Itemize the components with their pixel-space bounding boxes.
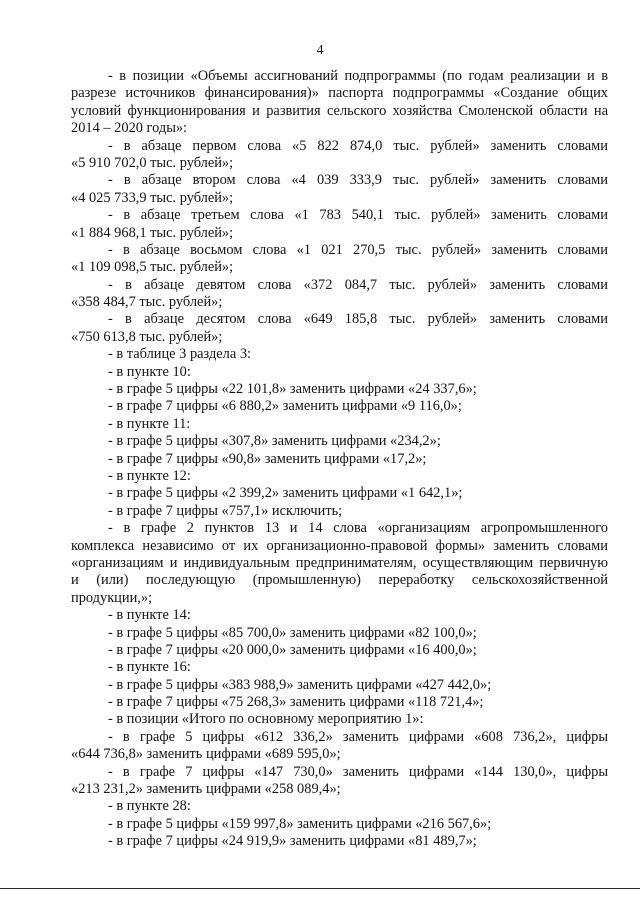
text-line: - в пункте 16: <box>108 659 191 676</box>
page-bottom-rule <box>0 888 640 889</box>
text-line: - в позиции «Объемы ассигнований подпрограммы (по годам реализации и в <box>108 68 608 84</box>
text-line: - в графе 7 цифры «757,1» исключить; <box>108 502 343 519</box>
text-line: - в абзаце третьем слова «1 783 540,1 тыс. рублей» заменить словами <box>108 207 608 224</box>
text-line: - в абзаце первом слова «5 822 874,0 тыс. рублей» заменить словами <box>108 137 608 154</box>
text-line: - в пункте 11: <box>108 415 191 432</box>
text-line: - в графе 7 цифры «24 919,9» заменить цифрами «81 489,7»; <box>108 833 477 850</box>
text-line: - в пункте 10: <box>108 363 191 380</box>
text-line: - в абзаце восьмом слова «1 021 270,5 тыс. рублей» заменить словами <box>108 241 608 258</box>
text-line: «организациям и индивидуальным предпринимателям, осуществляющим первичную <box>71 554 608 571</box>
text-line: «750 613,8 тыс. рублей»; <box>71 328 223 345</box>
text-line: - в абзаце десятом слова «649 185,8 тыс. рублей» заменить словами <box>108 311 608 328</box>
text-line: - в пункте 28: <box>108 798 191 815</box>
text-line: 2014 – 2020 годы»: <box>71 120 188 137</box>
text-line: «644 736,8» заменить цифрами «689 595,0»; <box>71 746 341 763</box>
text-line: - в таблице 3 раздела 3: <box>108 346 252 363</box>
text-line: «213 231,2» заменить цифрами «258 089,4»; <box>71 781 341 798</box>
text-line: условий функционирования и развития сельского хозяйства Смоленской области на <box>71 102 608 119</box>
text-line: - в абзаце девятом слова «372 084,7 тыс. рублей» заменить словами <box>108 276 608 293</box>
text-line: - в графе 5 цифры «159 997,8» заменить цифрами «216 567,6»; <box>108 815 492 832</box>
text-line: «1 109 098,5 тыс. рублей»; <box>71 259 234 276</box>
text-line: - в графе 5 цифры «22 101,8» заменить цифрами «24 337,6»; <box>108 381 477 398</box>
document-body <box>71 68 608 851</box>
text-line: - в графе 5 цифры «612 336,2» заменить цифрами «608 736,2», цифры <box>108 728 608 745</box>
text-line: - в графе 7 цифры «90,8» заменить цифрами «17,2»; <box>108 450 427 467</box>
text-line: - в графе 7 цифры «20 000,0» заменить цифрами «16 400,0»; <box>108 641 477 658</box>
text-line: продукции,»; <box>71 589 153 606</box>
text-line: - в графе 7 цифры «75 268,3» заменить цифрами «118 721,4»; <box>108 694 484 711</box>
text-line: - в графе 5 цифры «307,8» заменить цифрами «234,2»; <box>108 433 441 450</box>
text-line: «358 484,7 тыс. рублей»; <box>71 294 223 311</box>
text-line: - в графе 5 цифры «85 700,0» заменить цифрами «82 100,0»; <box>108 624 477 641</box>
text-line: и (или) последующую (промышленную) переработку сельскохозяйственной <box>71 572 608 589</box>
text-line: - в абзаце втором слова «4 039 333,9 тыс. рублей» заменить словами <box>108 172 608 189</box>
text-line: - в графе 5 цифры «2 399,2» заменить цифрами «1 642,1»; <box>108 485 463 502</box>
text-line: «1 884 968,1 тыс. рублей»; <box>71 224 234 241</box>
text-line: комплекса независимо от их организационно-правовой формы» заменить словами <box>71 537 608 554</box>
text-line: - в графе 5 цифры «383 988,9» заменить цифрами «427 442,0»; <box>108 676 492 693</box>
text-line: «5 910 702,0 тыс. рублей»; <box>71 154 234 171</box>
text-line: - в графе 7 цифры «147 730,0» заменить цифрами «144 130,0», цифры <box>108 763 608 780</box>
text-line: - в пункте 14: <box>108 607 191 624</box>
page-number: 4 <box>316 43 324 58</box>
text-line: - в позиции «Итого по основному мероприятию 1»: <box>108 711 424 728</box>
text-line: разрезе источников финансирования)» паспорта подпрограммы «Создание общих <box>71 85 608 102</box>
text-line: - в графе 7 цифры «6 880,2» заменить цифрами «9 116,0»; <box>108 398 462 415</box>
text-line: - в графе 2 пунктов 13 и 14 слова «организациям агропромышленного <box>108 520 608 537</box>
text-line: «4 025 733,9 тыс. рублей»; <box>71 189 234 206</box>
text-line: - в пункте 12: <box>108 467 191 484</box>
